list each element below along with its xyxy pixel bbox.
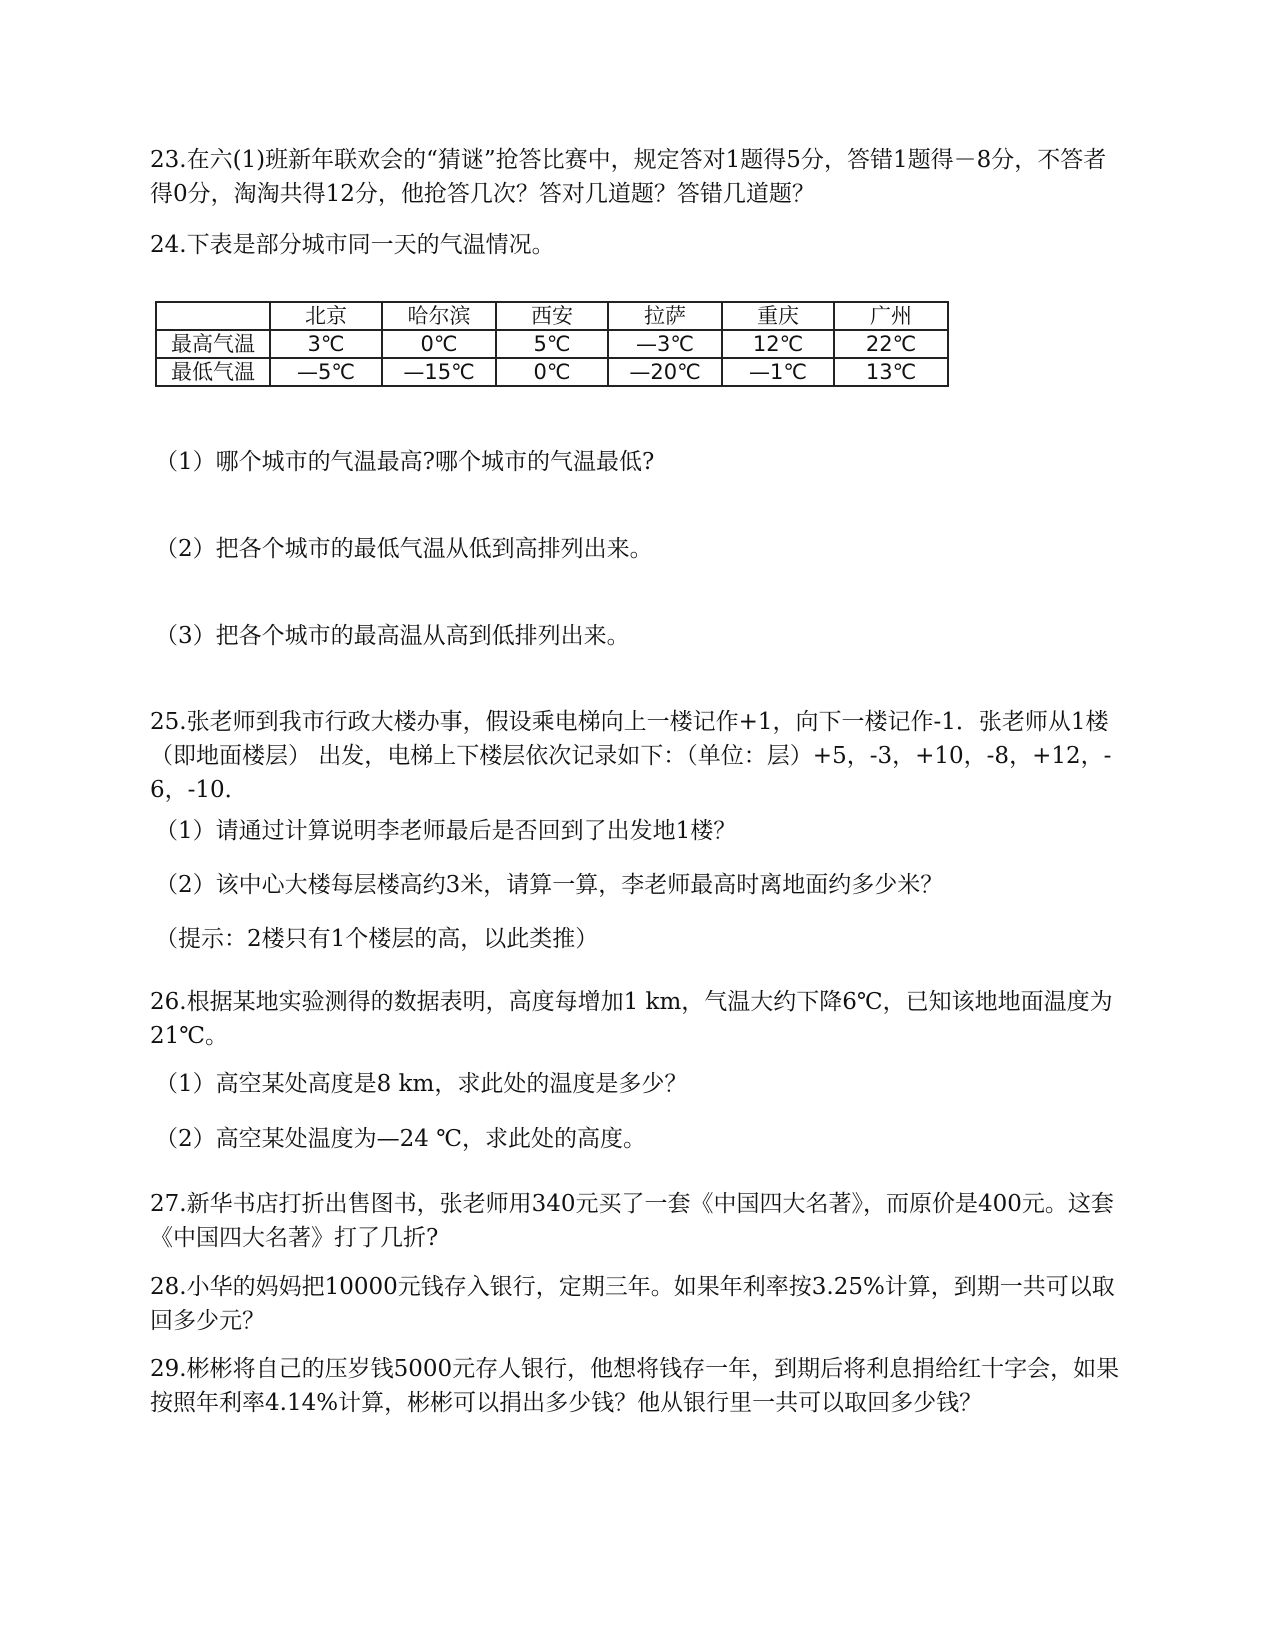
table-header-row	[156, 302, 948, 330]
table-header-cell	[156, 302, 270, 330]
table-header-cell: 西安	[496, 302, 608, 330]
question-24-part-3: （3）把各个城市的最高温从高到低排列出来。	[155, 623, 630, 649]
table-cell: 最高气温	[156, 330, 270, 358]
table-row	[156, 330, 948, 358]
table-cell: 22℃	[834, 330, 948, 358]
question-29: 29.彬彬将自己的压岁钱5000元存人银行，他想将钱存一年，到期后将利息捐给红十字会，如果按照年利率4.14%计算，彬彬可以捐出多少钱？他从银行里一共可以取回多少钱？	[150, 1356, 1120, 1416]
table-cell: 最低气温	[156, 358, 270, 386]
question-24: 24.下表是部分城市同一天的气温情况。	[150, 232, 555, 258]
table-row	[156, 358, 948, 386]
question-26-part-2: （2）高空某处温度为—24 ℃，求此处的高度。	[155, 1126, 646, 1152]
table-cell: —20℃	[608, 358, 722, 386]
table-cell: 13℃	[834, 358, 948, 386]
question-26-part-1: （1）高空某处高度是8 km，求此处的温度是多少？	[155, 1071, 688, 1097]
question-23: 23.在六(1)班新年联欢会的“猜谜”抢答比赛中，规定答对1题得5分，答错1题得－8分，不答者得0分，淘淘共得12分，他抢答几次？答对几道题？答错几道题？	[150, 147, 1107, 207]
table-cell: —5℃	[270, 358, 382, 386]
question-24-part-1: （1）哪个城市的气温最高?哪个城市的气温最低?	[155, 449, 655, 475]
table-header-cell: 拉萨	[608, 302, 722, 330]
question-24-part-2: （2）把各个城市的最低气温从低到高排列出来。	[155, 536, 653, 562]
question-25: 25.张老师到我市行政大楼办事，假设乘电梯向上一楼记作+1，向下一楼记作-1．张老师从1楼 （即地面楼层） 出发，电梯上下楼层依次记录如下：（单位：层）+5，-3，+10，-8，+12，-6，-10．	[150, 709, 1112, 803]
table-cell: 5℃	[496, 330, 608, 358]
question-26: 26.根据某地实验测得的数据表明，高度每增加1 km，气温大约下降6℃，已知该地地面温度为21℃。	[150, 989, 1113, 1049]
question-27: 27.新华书店打折出售图书，张老师用340元买了一套《中国四大名著》，而原价是400元。这套《中国四大名著》打了几折?	[150, 1191, 1114, 1251]
question-25-part-2: （2）该中心大楼每层楼高约3米，请算一算，李老师最高时离地面约多少米？	[155, 872, 944, 898]
question-28: 28.小华的妈妈把10000元钱存入银行，定期三年。如果年利率按3.25%计算，到期一共可以取回多少元？	[150, 1274, 1115, 1334]
table-cell: 0℃	[496, 358, 608, 386]
table-cell: —3℃	[608, 330, 722, 358]
table-header-cell: 重庆	[722, 302, 834, 330]
table-cell: —15℃	[382, 358, 496, 386]
question-25-hint: （提示：2楼只有1个楼层的高，以此类推）	[155, 926, 599, 952]
table-cell: 12℃	[722, 330, 834, 358]
table-header-cell: 哈尔滨	[382, 302, 496, 330]
table-cell: 3℃	[270, 330, 382, 358]
table-header-cell: 北京	[270, 302, 382, 330]
question-25-part-1: （1）请通过计算说明李老师最后是否回到了出发地1楼？	[155, 818, 737, 844]
table-header-cell: 广州	[834, 302, 948, 330]
temperature-table	[155, 301, 949, 387]
table-cell: 0℃	[382, 330, 496, 358]
table-cell: —1℃	[722, 358, 834, 386]
